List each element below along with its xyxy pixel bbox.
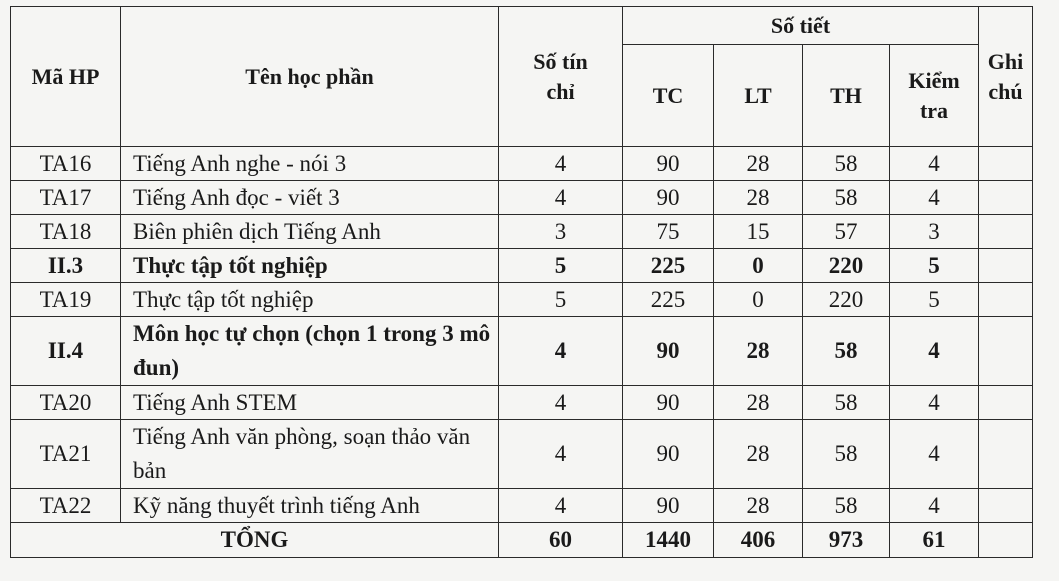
cell-ten: Tiếng Anh STEM bbox=[121, 386, 499, 420]
cell-th: 58 bbox=[803, 147, 890, 181]
cell-kt: 4 bbox=[890, 317, 979, 386]
cell-th: 220 bbox=[803, 249, 890, 283]
cell-ghi-chu bbox=[979, 317, 1033, 386]
header-th: TH bbox=[803, 45, 890, 147]
cell-lt: 28 bbox=[714, 489, 803, 523]
course-table bbox=[10, 6, 1033, 558]
cell-ten: Biên phiên dịch Tiếng Anh bbox=[121, 215, 499, 249]
cell-kt: 4 bbox=[890, 420, 979, 489]
cell-ghi-chu bbox=[979, 420, 1033, 489]
total-tc: 1440 bbox=[623, 523, 714, 558]
header-ghi-chu: Ghi chú bbox=[979, 7, 1033, 147]
cell-kt: 4 bbox=[890, 181, 979, 215]
cell-ghi-chu bbox=[979, 215, 1033, 249]
cell-ma: TA17 bbox=[11, 181, 121, 215]
cell-tc: 225 bbox=[623, 249, 714, 283]
header-so-tiet: Số tiết bbox=[623, 7, 979, 45]
cell-th: 58 bbox=[803, 317, 890, 386]
cell-tin-chi: 3 bbox=[499, 215, 623, 249]
total-ghi-chu bbox=[979, 523, 1033, 558]
cell-tin-chi: 4 bbox=[499, 317, 623, 386]
cell-ma: II.4 bbox=[11, 317, 121, 386]
cell-kt: 4 bbox=[890, 489, 979, 523]
cell-ten: Tiếng Anh nghe - nói 3 bbox=[121, 147, 499, 181]
cell-tc: 90 bbox=[623, 317, 714, 386]
cell-ten: Môn học tự chọn (chọn 1 trong 3 mô đun) bbox=[121, 317, 499, 386]
cell-lt: 28 bbox=[714, 386, 803, 420]
table-row bbox=[11, 215, 1033, 249]
cell-tc: 90 bbox=[623, 386, 714, 420]
total-lt: 406 bbox=[714, 523, 803, 558]
header-ten-hoc-phan: Tên học phần bbox=[121, 7, 499, 147]
cell-lt: 0 bbox=[714, 283, 803, 317]
cell-tc: 75 bbox=[623, 215, 714, 249]
table-row bbox=[11, 489, 1033, 523]
total-kt: 61 bbox=[890, 523, 979, 558]
cell-ten: Thực tập tốt nghiệp bbox=[121, 283, 499, 317]
cell-ghi-chu bbox=[979, 489, 1033, 523]
cell-ma: TA19 bbox=[11, 283, 121, 317]
cell-th: 220 bbox=[803, 283, 890, 317]
cell-tc: 90 bbox=[623, 181, 714, 215]
section-row bbox=[11, 249, 1033, 283]
cell-th: 57 bbox=[803, 215, 890, 249]
cell-tc: 90 bbox=[623, 420, 714, 489]
header-so-tin-chi: Số tín chỉ bbox=[499, 7, 623, 147]
cell-th: 58 bbox=[803, 386, 890, 420]
cell-tin-chi: 5 bbox=[499, 283, 623, 317]
cell-lt: 28 bbox=[714, 181, 803, 215]
table-row bbox=[11, 147, 1033, 181]
cell-tin-chi: 4 bbox=[499, 181, 623, 215]
cell-ma: TA18 bbox=[11, 215, 121, 249]
cell-ma: TA21 bbox=[11, 420, 121, 489]
cell-th: 58 bbox=[803, 489, 890, 523]
table-row bbox=[11, 181, 1033, 215]
table-row bbox=[11, 386, 1033, 420]
cell-ghi-chu bbox=[979, 181, 1033, 215]
cell-ten: Tiếng Anh đọc - viết 3 bbox=[121, 181, 499, 215]
cell-ma: II.3 bbox=[11, 249, 121, 283]
total-label: TỔNG bbox=[11, 523, 499, 558]
cell-ten: Thực tập tốt nghiệp bbox=[121, 249, 499, 283]
table-row bbox=[11, 420, 1033, 489]
section-row bbox=[11, 317, 1033, 386]
total-th: 973 bbox=[803, 523, 890, 558]
cell-kt: 5 bbox=[890, 249, 979, 283]
cell-lt: 28 bbox=[714, 420, 803, 489]
cell-tin-chi: 5 bbox=[499, 249, 623, 283]
cell-lt: 0 bbox=[714, 249, 803, 283]
cell-ghi-chu bbox=[979, 249, 1033, 283]
cell-ghi-chu bbox=[979, 386, 1033, 420]
cell-tin-chi: 4 bbox=[499, 147, 623, 181]
cell-lt: 28 bbox=[714, 147, 803, 181]
cell-kt: 4 bbox=[890, 386, 979, 420]
cell-ten: Kỹ năng thuyết trình tiếng Anh bbox=[121, 489, 499, 523]
total-row bbox=[11, 523, 1033, 558]
cell-lt: 28 bbox=[714, 317, 803, 386]
cell-ten: Tiếng Anh văn phòng, soạn thảo văn bản bbox=[121, 420, 499, 489]
header-ma-hp: Mã HP bbox=[11, 7, 121, 147]
cell-tc: 90 bbox=[623, 489, 714, 523]
cell-ma: TA20 bbox=[11, 386, 121, 420]
cell-th: 58 bbox=[803, 181, 890, 215]
cell-ghi-chu bbox=[979, 147, 1033, 181]
total-tin-chi: 60 bbox=[499, 523, 623, 558]
cell-tc: 90 bbox=[623, 147, 714, 181]
cell-th: 58 bbox=[803, 420, 890, 489]
cell-lt: 15 bbox=[714, 215, 803, 249]
cell-ma: TA22 bbox=[11, 489, 121, 523]
cell-ma: TA16 bbox=[11, 147, 121, 181]
cell-kt: 4 bbox=[890, 147, 979, 181]
cell-tc: 225 bbox=[623, 283, 714, 317]
cell-kt: 5 bbox=[890, 283, 979, 317]
cell-kt: 3 bbox=[890, 215, 979, 249]
header-tc: TC bbox=[623, 45, 714, 147]
header-kiem-tra: Kiểm tra bbox=[890, 45, 979, 147]
cell-tin-chi: 4 bbox=[499, 420, 623, 489]
cell-tin-chi: 4 bbox=[499, 386, 623, 420]
header-row-1 bbox=[11, 7, 1033, 45]
cell-ghi-chu bbox=[979, 283, 1033, 317]
table-row bbox=[11, 283, 1033, 317]
cell-tin-chi: 4 bbox=[499, 489, 623, 523]
header-lt: LT bbox=[714, 45, 803, 147]
